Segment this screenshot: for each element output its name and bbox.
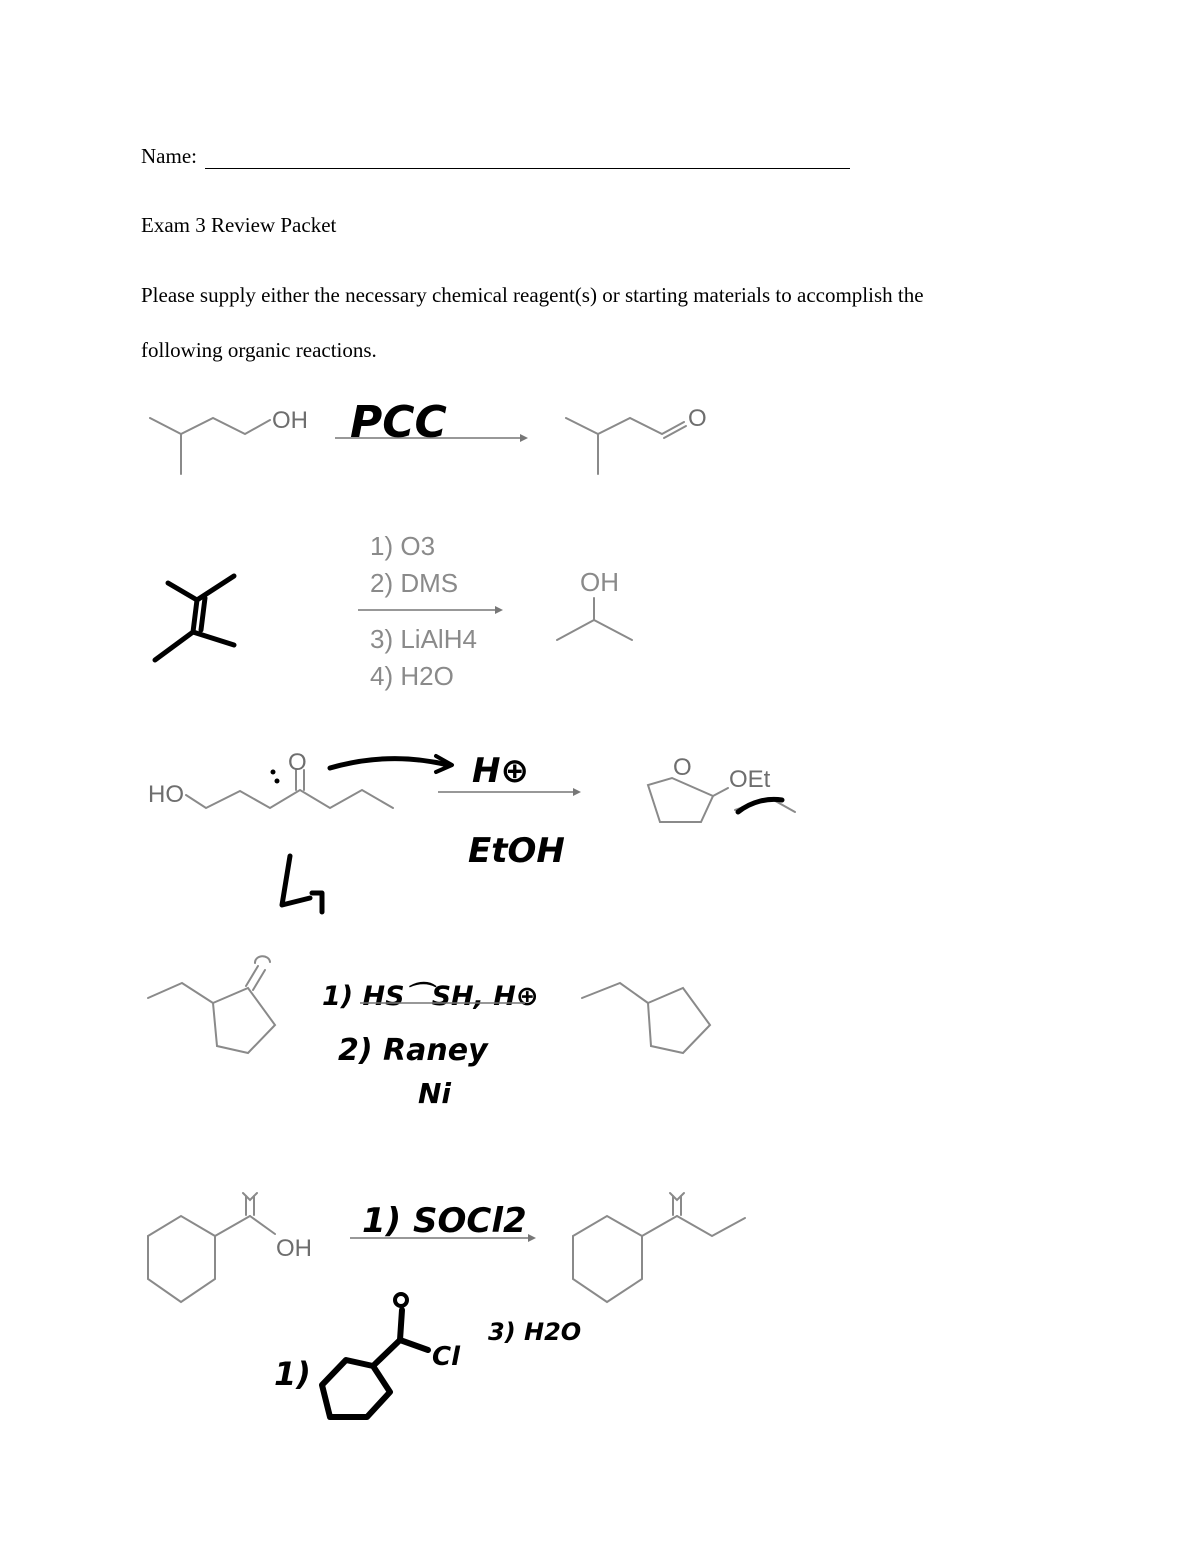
reaction-2 <box>155 531 632 691</box>
product-isopropanol <box>557 567 632 640</box>
reaction-5 <box>148 1193 745 1417</box>
handwritten-chloride: Cl <box>432 1342 460 1372</box>
reagent-list <box>370 531 477 691</box>
reagent-step-2: 2) DMS <box>370 568 459 598</box>
product-cyclohexyl-ethyl-ketone <box>573 1193 745 1302</box>
product-ethylcyclopentane <box>582 983 710 1053</box>
handwritten-socl2: 1) SOCl2 <box>362 1201 527 1241</box>
reactant-3-label: HO <box>148 781 184 808</box>
ketone-oxygen-label: O <box>288 749 307 776</box>
reaction-3 <box>148 749 795 912</box>
reagent-step-4: 4) H2O <box>370 661 454 691</box>
handwritten-dithiol: 1) HS⌒SH, H⊕ <box>322 981 539 1012</box>
handwritten-nickel: Ni <box>418 1077 452 1110</box>
reagent-step-3: 3) LiAlH4 <box>370 624 477 654</box>
handwritten-acid: H⊕ <box>472 751 529 791</box>
handwritten-raney: 2) Raney <box>338 1033 488 1068</box>
product-aldehyde <box>566 405 707 474</box>
handwritten-acyl-chloride <box>274 1294 581 1417</box>
reaction-2-arrowhead <box>495 606 503 614</box>
reaction-1 <box>150 397 707 474</box>
name-label: Name: <box>141 144 197 168</box>
reactant-cyclohexanecarboxylic-acid <box>148 1193 312 1302</box>
handwritten-pcc: PCC <box>350 397 447 448</box>
handwritten-tetramethylethylene <box>155 576 234 660</box>
instructions-line-2: following organic reactions. <box>141 338 377 362</box>
product-1-label: O <box>688 405 707 432</box>
handwritten-reagent-pcc <box>350 397 447 448</box>
reactant-isoamyl-alcohol <box>150 407 308 474</box>
handwritten-hook <box>282 856 322 912</box>
product-cyclic-acetal <box>648 754 795 822</box>
ethoxy-label: OEt <box>729 766 771 793</box>
reaction-5-arrowhead <box>528 1234 536 1242</box>
handwritten-hydrolysis: 3) H2O <box>488 1318 582 1346</box>
reactant-2-ethylcyclopentanone <box>148 956 275 1053</box>
reaction-4 <box>148 956 710 1110</box>
instructions-line-1: Please supply either the necessary chemical reagent(s) or starting materials to accomplish the <box>141 283 924 307</box>
reaction-3-arrowhead <box>573 788 581 796</box>
reactant-hydroxy-ketone <box>148 749 393 808</box>
handwritten-ethanol: EtOH <box>468 831 565 871</box>
product-2-label: OH <box>580 567 619 597</box>
handwritten-step-label: 1) <box>274 1355 311 1393</box>
page-title: Exam 3 Review Packet <box>141 213 337 237</box>
reagent-step-1: 1) O3 <box>370 531 436 561</box>
reaction-1-arrowhead <box>520 434 528 442</box>
ring-oxygen-label: O <box>673 754 692 781</box>
reactant-5-label: OH <box>276 1235 312 1262</box>
reactant-1-label: OH <box>272 407 308 434</box>
handwritten-reagents-4 <box>322 981 539 1110</box>
